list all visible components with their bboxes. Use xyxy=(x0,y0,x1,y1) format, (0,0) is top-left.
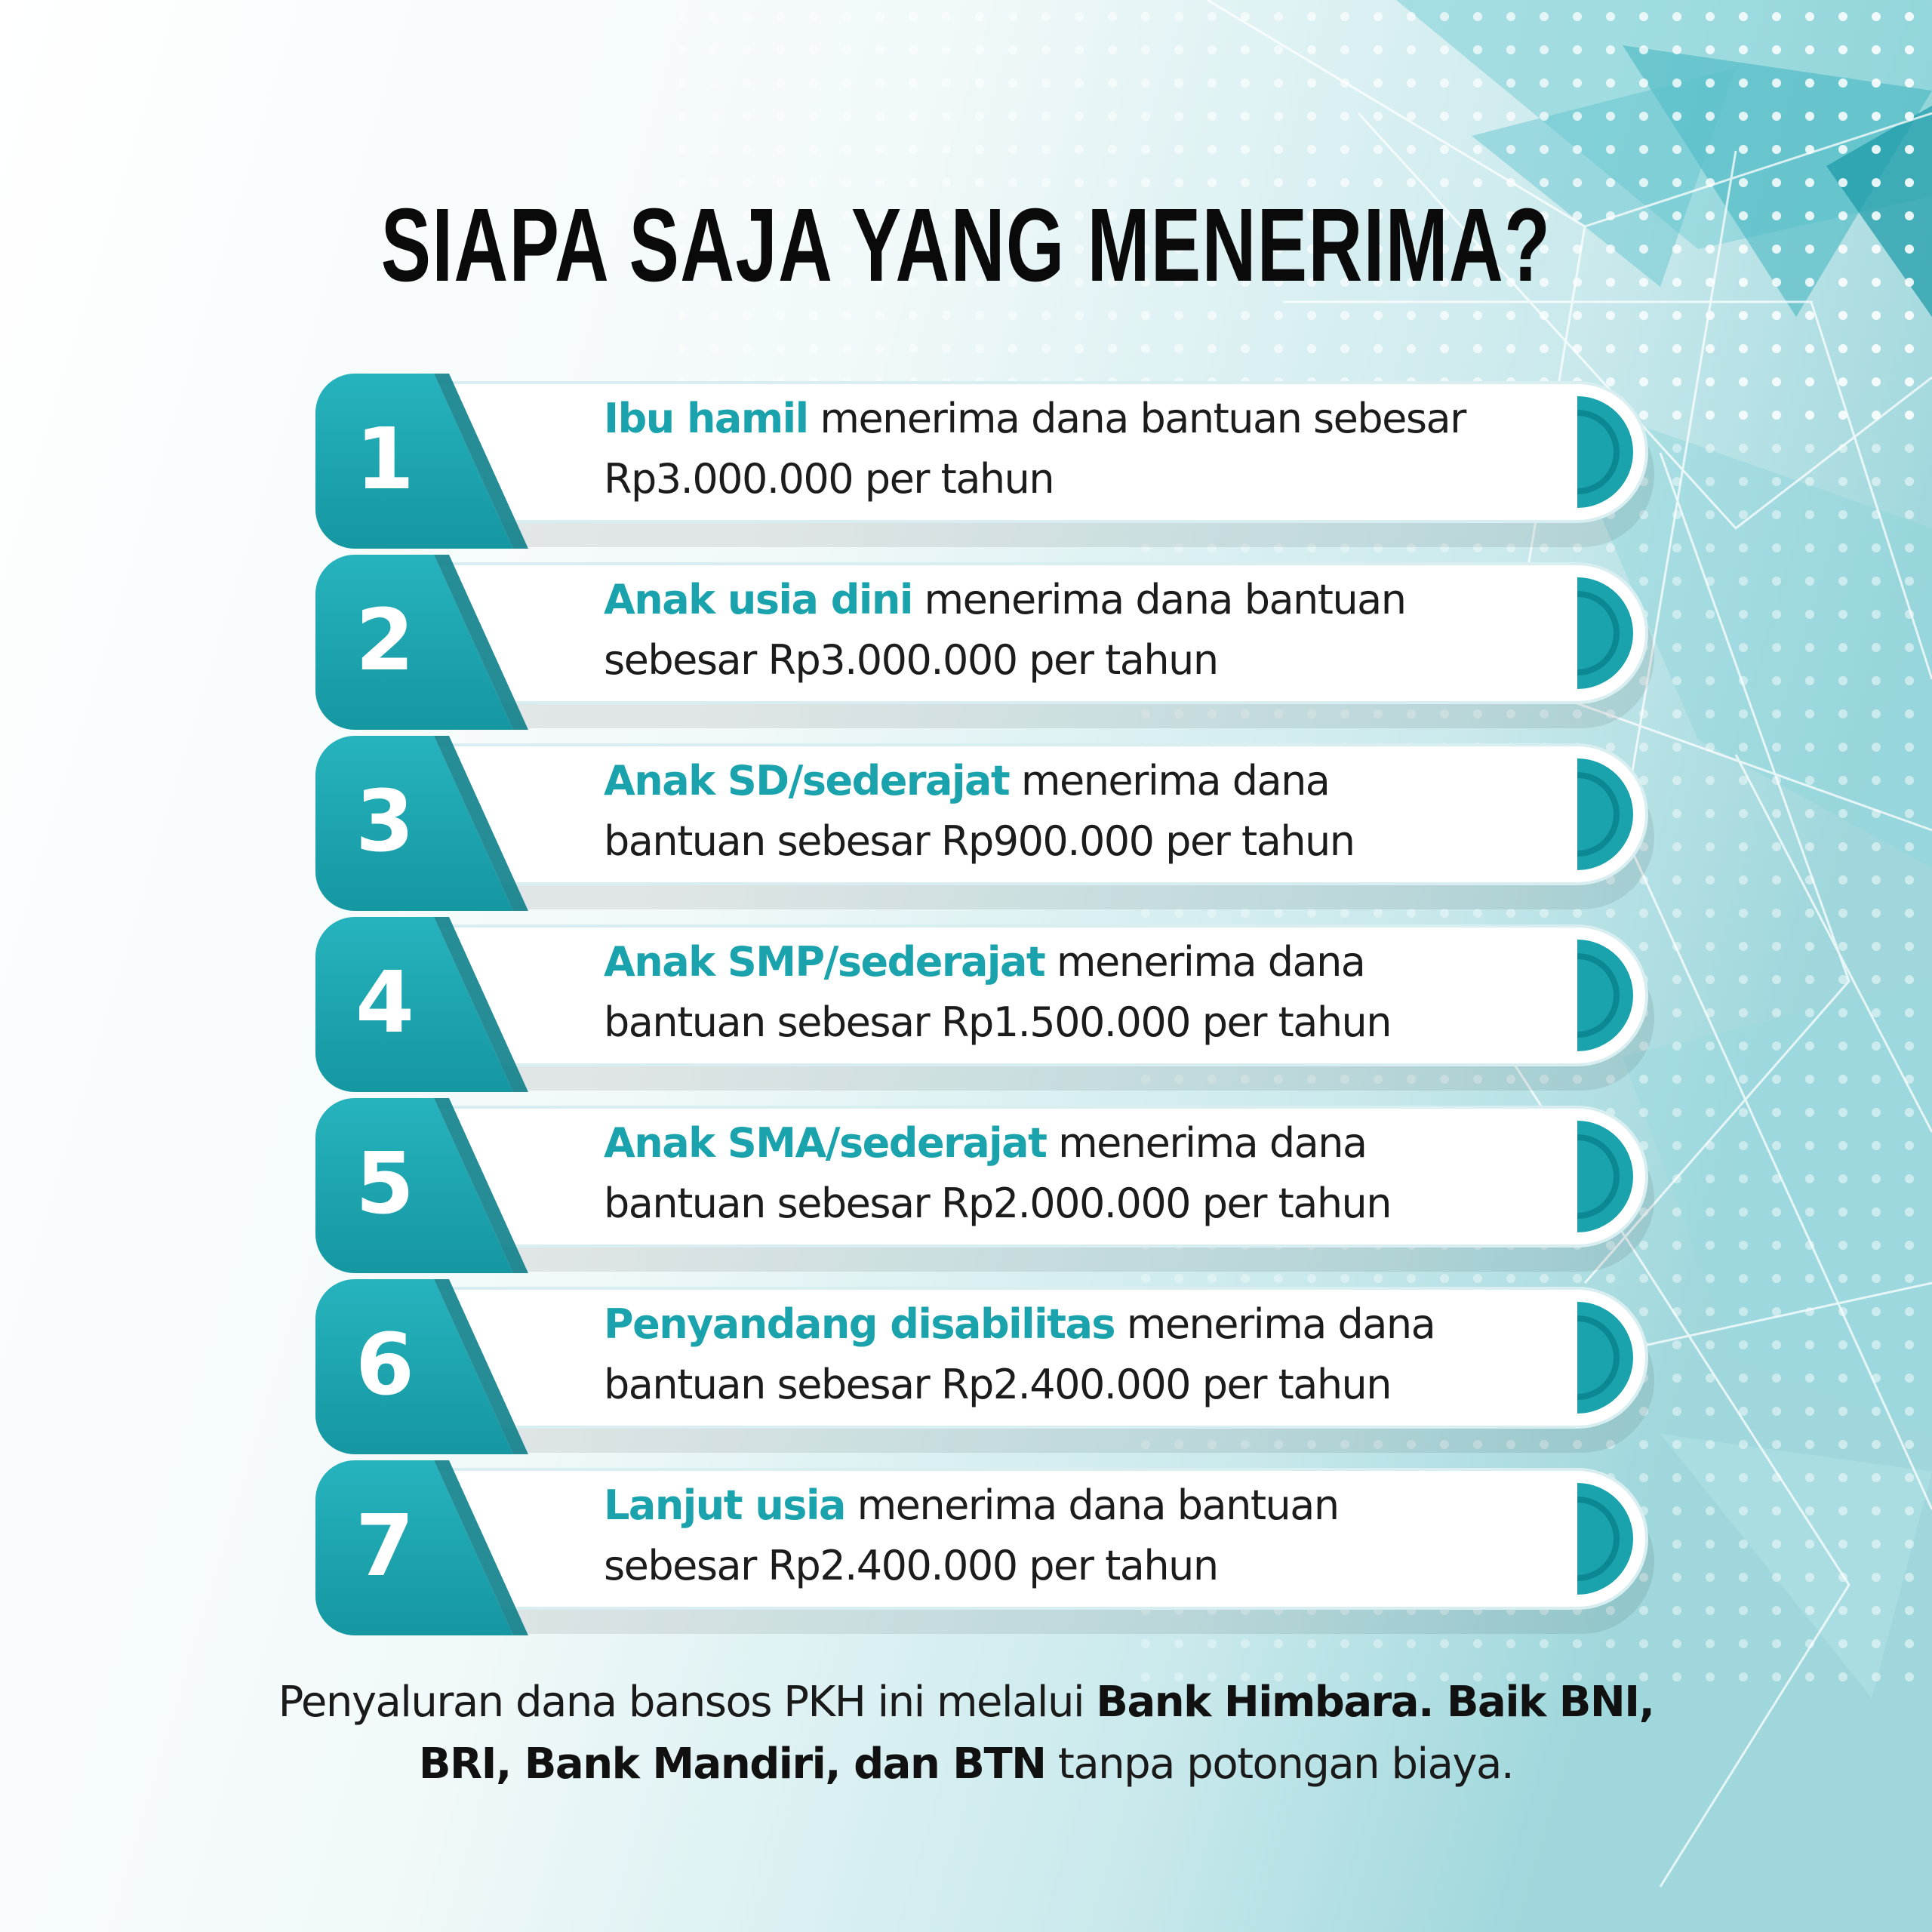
item-description xyxy=(604,1294,1555,1415)
item-number: 1 xyxy=(355,411,414,509)
item-text-line2: bantuan sebesar Rp2.400.000 per tahun xyxy=(604,1361,1392,1408)
item-highlight: Lanjut usia xyxy=(604,1481,845,1529)
item-number: 4 xyxy=(355,954,414,1052)
item-text: menerima dana xyxy=(1046,1119,1367,1167)
item-text-line2: bantuan sebesar Rp2.000.000 per tahun xyxy=(604,1180,1392,1227)
item-description xyxy=(604,1113,1555,1234)
item-highlight: Penyandang disabilitas xyxy=(604,1300,1115,1348)
item-description xyxy=(604,751,1555,872)
list-item xyxy=(0,374,1932,555)
item-text: menerima dana xyxy=(1009,757,1330,804)
item-highlight: Anak SD/sederajat xyxy=(604,757,1010,804)
page-title: SIAPA SAJA YANG MENERIMA? xyxy=(380,187,1552,303)
item-number: 7 xyxy=(355,1497,414,1595)
item-text-line2: bantuan sebesar Rp900.000 per tahun xyxy=(604,817,1355,865)
item-description xyxy=(604,932,1555,1053)
item-number: 6 xyxy=(355,1316,414,1414)
footer-note xyxy=(189,1672,1743,1795)
item-text-line2: Rp3.000.000 per tahun xyxy=(604,455,1054,503)
item-highlight: Anak usia dini xyxy=(604,576,912,623)
item-text: menerima dana bantuan xyxy=(912,576,1406,623)
item-number: 5 xyxy=(355,1135,414,1233)
item-text: menerima dana xyxy=(1115,1300,1435,1348)
list-item xyxy=(0,736,1932,917)
item-description xyxy=(604,389,1555,509)
item-description xyxy=(604,1475,1555,1596)
item-text: menerima dana xyxy=(1044,938,1365,986)
list-item xyxy=(0,1279,1932,1460)
item-number: 2 xyxy=(355,592,414,690)
item-highlight: Ibu hamil xyxy=(604,395,808,442)
item-highlight: Anak SMA/sederajat xyxy=(604,1119,1047,1167)
item-text: menerima dana bantuan sebesar xyxy=(808,395,1466,442)
list-item xyxy=(0,917,1932,1098)
item-text: menerima dana bantuan xyxy=(844,1481,1339,1529)
footer-text-end: tanpa potongan biaya. xyxy=(1045,1740,1514,1789)
footer-bold-banks-2: BRI, Bank Mandiri, dan BTN xyxy=(418,1740,1046,1789)
list-item xyxy=(0,1098,1932,1279)
footer-text: Penyaluran dana bansos PKH ini melalui xyxy=(278,1678,1097,1727)
item-text-line2: bantuan sebesar Rp1.500.000 per tahun xyxy=(604,998,1392,1046)
item-number: 3 xyxy=(355,773,414,871)
list-item xyxy=(0,555,1932,736)
item-text-line2: sebesar Rp3.000.000 per tahun xyxy=(604,636,1218,684)
item-text-line2: sebesar Rp2.400.000 per tahun xyxy=(604,1542,1218,1589)
footer-bold-banks: Bank Himbara. Baik BNI, xyxy=(1096,1678,1654,1727)
item-description xyxy=(604,570,1555,691)
list-item xyxy=(0,1460,1932,1641)
item-highlight: Anak SMP/sederajat xyxy=(604,938,1045,986)
